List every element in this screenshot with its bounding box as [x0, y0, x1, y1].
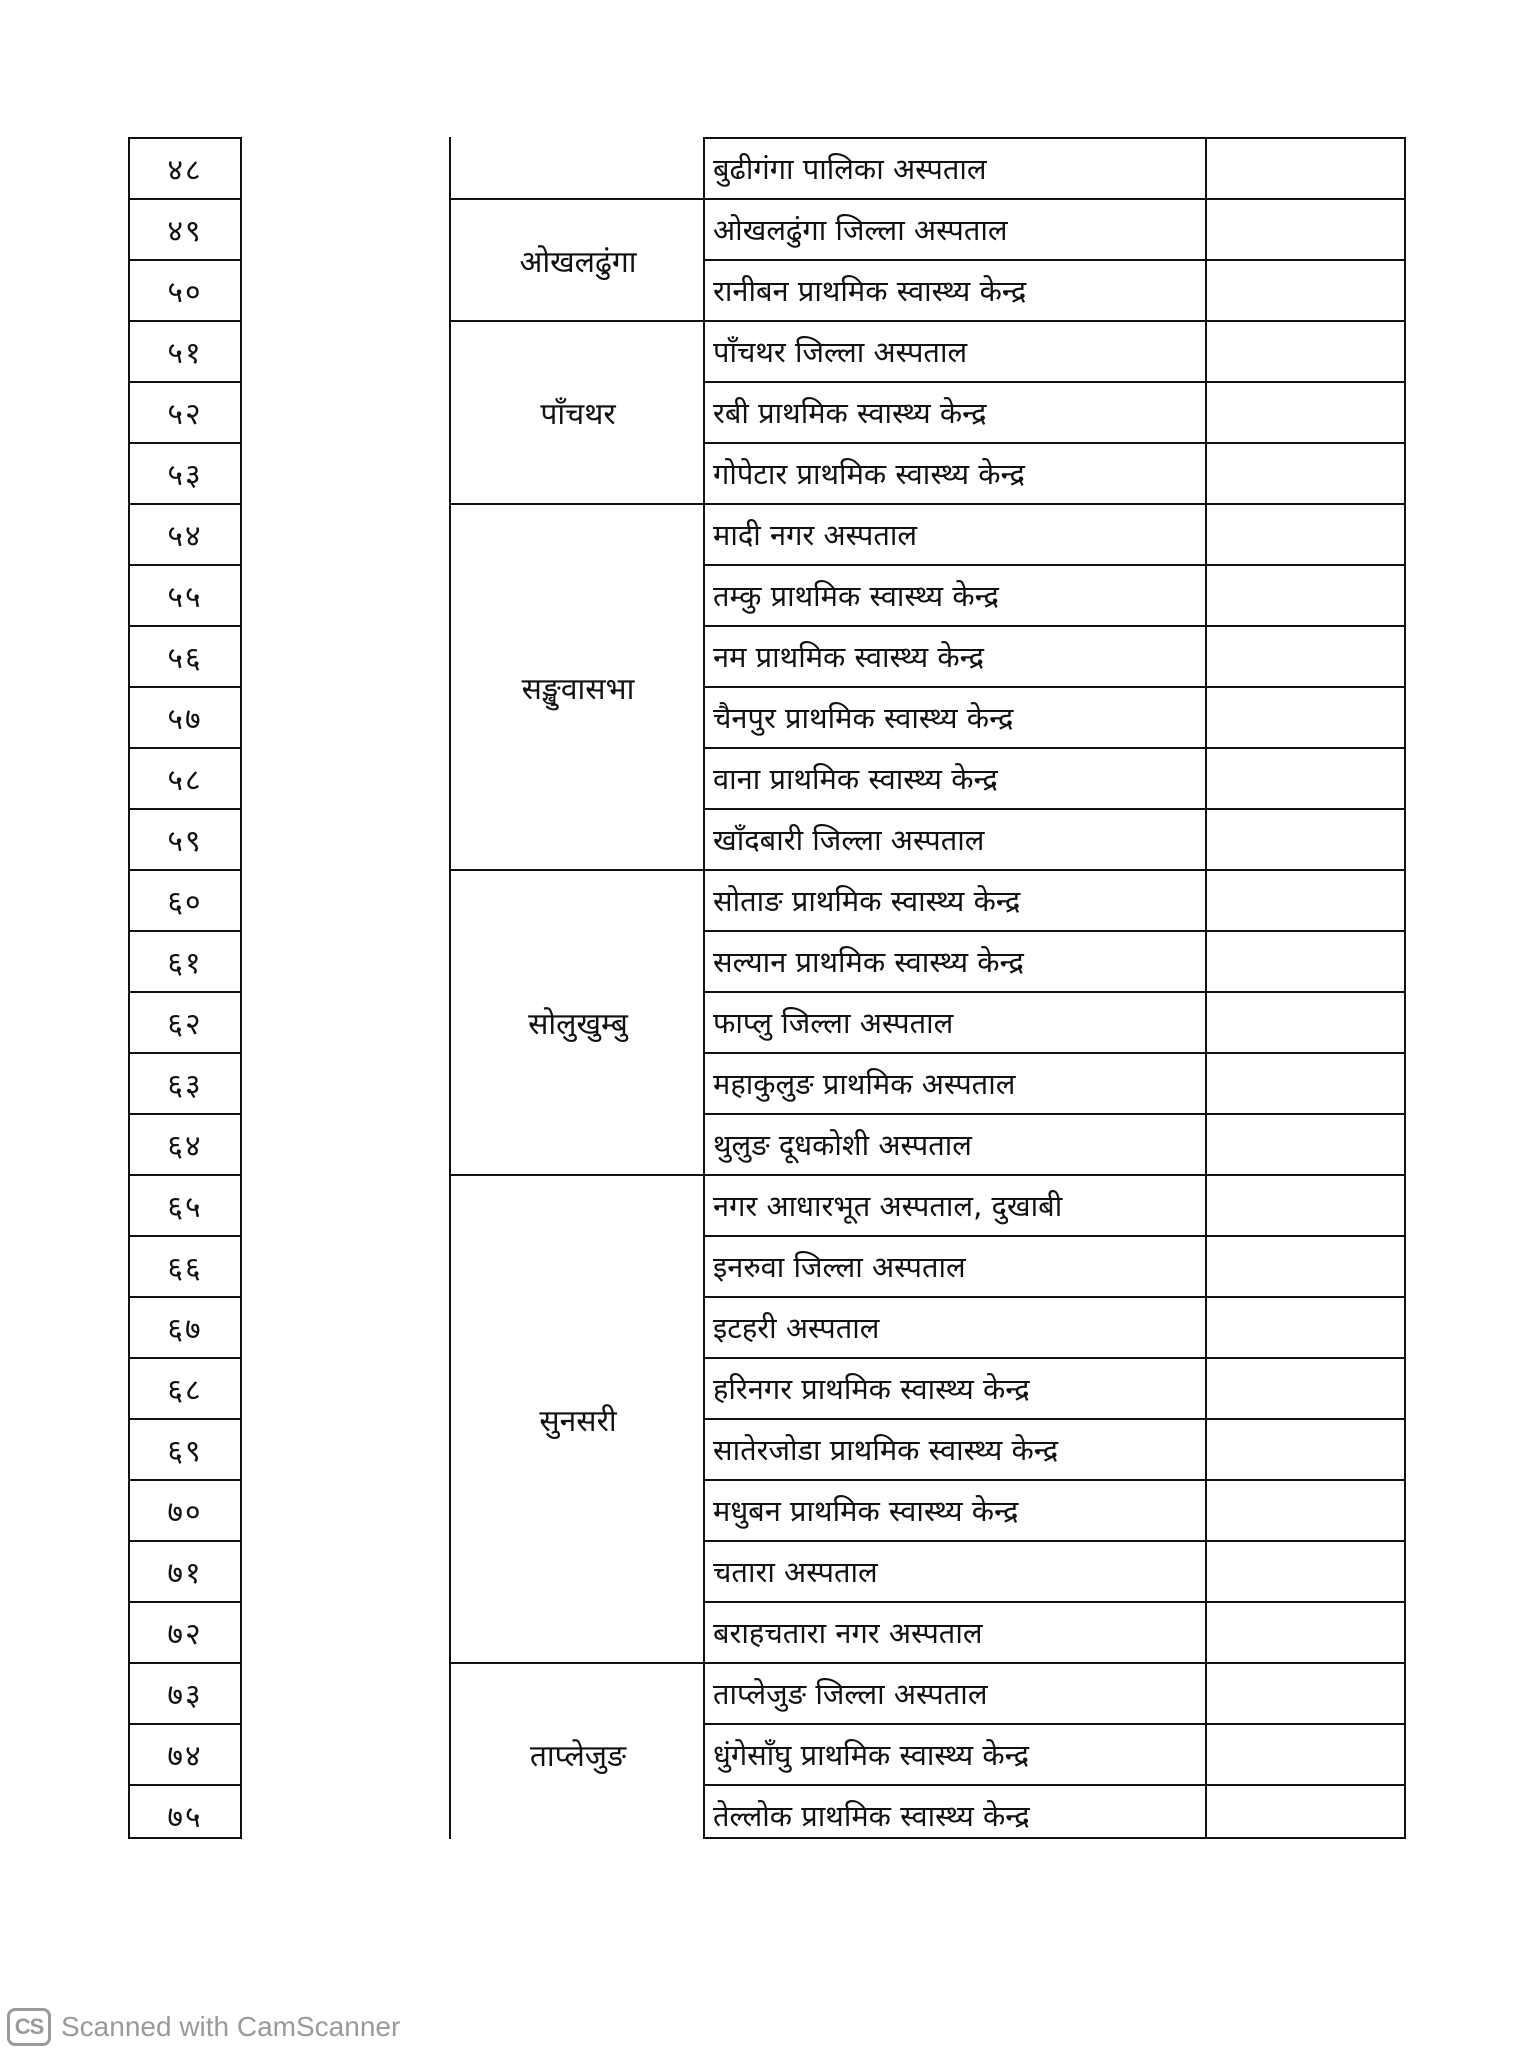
blank-cell [1205, 442, 1404, 503]
blank-cell [1205, 808, 1404, 869]
table-bottom-border [1205, 1837, 1404, 1839]
serial-number-cell: ७४ [130, 1723, 240, 1784]
facility-name-cell: फाप्लु जिल्ला अस्पताल [705, 991, 1205, 1052]
facility-name-cell: मधुबन प्राथमिक स्वास्थ्य केन्द्र [705, 1479, 1205, 1540]
serial-number-cell: ७० [130, 1479, 240, 1540]
serial-number-cell: ४९ [130, 198, 240, 259]
facility-name-cell: हरिनगर प्राथमिक स्वास्थ्य केन्द्र [705, 1357, 1205, 1418]
camscanner-logo-icon: CS [7, 2008, 51, 2046]
district-cell: सुनसरी [451, 1174, 705, 1662]
facility-name-cell: ताप्लेजुङ जिल्ला अस्पताल [705, 1662, 1205, 1723]
facility-name-cell: महाकुलुङ प्राथमिक अस्पताल [705, 1052, 1205, 1113]
serial-number-cell: ५२ [130, 381, 240, 442]
serial-number-cell: ७१ [130, 1540, 240, 1601]
serial-number-cell: ५५ [130, 564, 240, 625]
serial-number-cell: ५० [130, 259, 240, 320]
facility-name-cell: सातेरजोडा प्राथमिक स्वास्थ्य केन्द्र [705, 1418, 1205, 1479]
district-column [449, 137, 705, 1839]
table-bottom-border [705, 1837, 1205, 1839]
facility-name-cell: नम प्राथमिक स्वास्थ्य केन्द्र [705, 625, 1205, 686]
facility-name-cell: चतारा अस्पताल [705, 1540, 1205, 1601]
blank-cell [1205, 503, 1404, 564]
blank-cell [1205, 137, 1404, 198]
facility-name-cell: बराहचतारा नगर अस्पताल [705, 1601, 1205, 1662]
facility-name-cell: मादी नगर अस्पताल [705, 503, 1205, 564]
facility-name-cell: बुढीगंगा पालिका अस्पताल [705, 137, 1205, 198]
serial-number-cell: ६७ [130, 1296, 240, 1357]
blank-cell [1205, 625, 1404, 686]
blank-cell [1205, 564, 1404, 625]
camscanner-watermark [7, 2008, 400, 2046]
facility-name-cell: ओखलढुंगा जिल्ला अस्पताल [705, 198, 1205, 259]
blank-cell [1205, 1052, 1404, 1113]
serial-number-cell: ६६ [130, 1235, 240, 1296]
serial-number-cell: ५३ [130, 442, 240, 503]
serial-number-cell: ६९ [130, 1418, 240, 1479]
blank-column [1205, 137, 1406, 1839]
blank-cell [1205, 1784, 1404, 1845]
serial-number-cell: ६४ [130, 1113, 240, 1174]
facility-name-cell: रानीबन प्राथमिक स्वास्थ्य केन्द्र [705, 259, 1205, 320]
district-cell: ताप्लेजुङ [451, 1662, 705, 1845]
facility-name-cell: तेल्लोक प्राथमिक स्वास्थ्य केन्द्र [705, 1784, 1205, 1845]
blank-cell [1205, 1174, 1404, 1235]
serial-number-cell: ६० [130, 869, 240, 930]
blank-cell [1205, 1357, 1404, 1418]
blank-cell [1205, 991, 1404, 1052]
facility-name-cell: पाँचथर जिल्ला अस्पताल [705, 320, 1205, 381]
facility-name-cell: तम्कु प्राथमिक स्वास्थ्य केन्द्र [705, 564, 1205, 625]
serial-number-cell: ५६ [130, 625, 240, 686]
blank-cell [1205, 1540, 1404, 1601]
serial-number-cell: ४८ [130, 137, 240, 198]
district-cell: पाँचथर [451, 320, 705, 503]
facility-name-cell: सोताङ प्राथमिक स्वास्थ्य केन्द्र [705, 869, 1205, 930]
serial-number-cell: ७३ [130, 1662, 240, 1723]
facility-name-cell: धुंगेसाँघु प्राथमिक स्वास्थ्य केन्द्र [705, 1723, 1205, 1784]
serial-number-cell: ७२ [130, 1601, 240, 1662]
serial-number-cell: ६५ [130, 1174, 240, 1235]
serial-number-cell: ६३ [130, 1052, 240, 1113]
facility-name-cell: खाँदबारी जिल्ला अस्पताल [705, 808, 1205, 869]
serial-number-cell: ५८ [130, 747, 240, 808]
blank-cell [1205, 1418, 1404, 1479]
serial-number-cell: ५७ [130, 686, 240, 747]
facility-name-cell: रबी प्राथमिक स्वास्थ्य केन्द्र [705, 381, 1205, 442]
facility-name-cell: थुलुङ दूधकोशी अस्पताल [705, 1113, 1205, 1174]
serial-number-cell: ६२ [130, 991, 240, 1052]
blank-cell [1205, 1479, 1404, 1540]
serial-number-cell: ७५ [130, 1784, 240, 1845]
blank-cell [1205, 1235, 1404, 1296]
serial-number-column [128, 137, 242, 1839]
district-cell: ओखलढुंगा [451, 198, 705, 320]
facility-name-cell: इटहरी अस्पताल [705, 1296, 1205, 1357]
table-bottom-border [130, 1837, 240, 1839]
serial-number-cell: ५९ [130, 808, 240, 869]
blank-cell [1205, 686, 1404, 747]
blank-cell [1205, 1113, 1404, 1174]
blank-cell [1205, 381, 1404, 442]
blank-cell [1205, 1601, 1404, 1662]
blank-cell [1205, 747, 1404, 808]
blank-cell [1205, 259, 1404, 320]
blank-cell [1205, 869, 1404, 930]
serial-number-cell: ५१ [130, 320, 240, 381]
serial-number-cell: ६१ [130, 930, 240, 991]
serial-number-cell: ६८ [130, 1357, 240, 1418]
facility-name-cell: नगर आधारभूत अस्पताल, दुखाबी [705, 1174, 1205, 1235]
district-cell [451, 137, 705, 198]
facility-name-cell: चैनपुर प्राथमिक स्वास्थ्य केन्द्र [705, 686, 1205, 747]
scanner-text: Scanned with CamScanner [61, 2011, 401, 2042]
serial-number-cell: ५४ [130, 503, 240, 564]
blank-cell [1205, 1723, 1404, 1784]
facility-name-cell: वाना प्राथमिक स्वास्थ्य केन्द्र [705, 747, 1205, 808]
facility-name-column [703, 137, 1207, 1839]
district-cell: सङ्खुवासभा [451, 503, 705, 869]
blank-cell [1205, 320, 1404, 381]
facility-name-cell: गोपेटार प्राथमिक स्वास्थ्य केन्द्र [705, 442, 1205, 503]
blank-cell [1205, 1662, 1404, 1723]
blank-cell [1205, 198, 1404, 259]
facility-name-cell: सल्यान प्राथमिक स्वास्थ्य केन्द्र [705, 930, 1205, 991]
district-cell: सोलुखुम्बु [451, 869, 705, 1174]
blank-cell [1205, 1296, 1404, 1357]
facility-name-cell: इनरुवा जिल्ला अस्पताल [705, 1235, 1205, 1296]
blank-cell [1205, 930, 1404, 991]
